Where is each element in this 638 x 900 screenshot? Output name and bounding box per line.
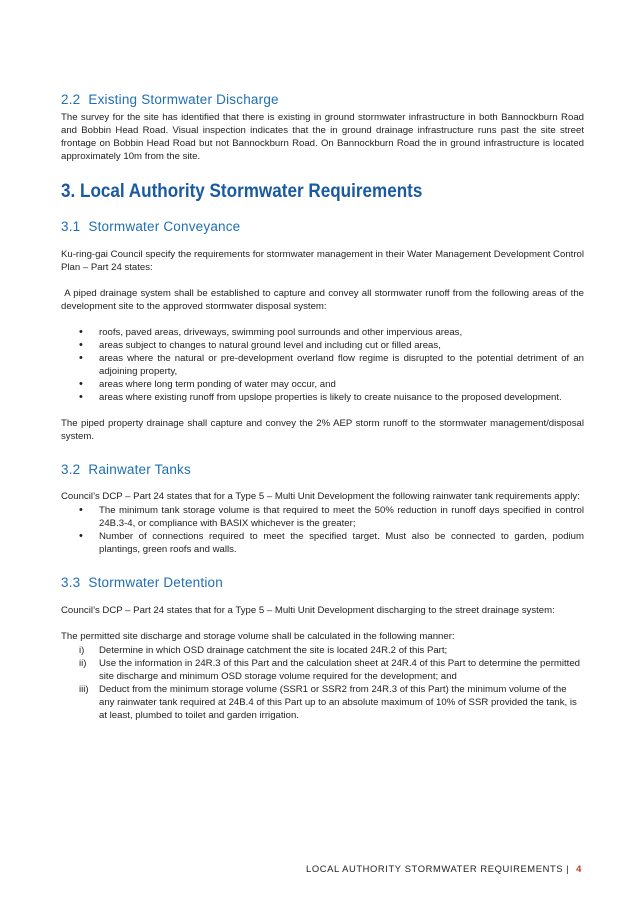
- list-item: [79, 657, 584, 683]
- heading-3-2-number: 3.2: [61, 462, 81, 477]
- heading-2-2: [61, 92, 584, 107]
- list-item: • areas subject to changes to natural ground level and including cut or filled areas,: [99, 339, 584, 352]
- paragraph-3-1-intro: Ku-ring-gai Council specify the requirements for stormwater management in their Water Management Development Control Plan – Part 24 states:: [61, 249, 584, 273]
- paragraph-3-1-piped: A piped drainage system shall be established to capture and convey all stormwater runoff from the following areas of the development site to the approved stormwater disposal system:: [61, 288, 587, 312]
- page-footer: [306, 863, 582, 874]
- list-item: • The minimum tank storage volume is that required to meet the 50% reduction in runoff days specified in control 24B.3-4, or compliance with BASIX whichever is the greater;: [99, 504, 584, 530]
- list-item: • areas where the natural or pre-development overland flow regime is disrupted to the potential detriment of an adjoining property,: [99, 352, 584, 378]
- paragraph-2-2: The survey for the site has identified that there is existing in ground stormwater infrastructure in both Bannockburn Road and Bobbin Head Road. Visual inspection indicates that the in ground drainage infrastructure runs past the site street frontage on Bobbin Head Road but not Bannockburn Road. On Bannockburn Road the in ground infrastructure is located approximately 10m from the site.: [61, 112, 584, 162]
- numbered-list-3-3: [61, 644, 584, 722]
- footer-separator: |: [566, 863, 570, 874]
- bullet-list-3-1: [61, 326, 584, 404]
- list-item: • areas where long term ponding of water may occur, and: [99, 378, 584, 391]
- list-numeral: iii): [79, 684, 89, 695]
- list-item: [79, 683, 584, 722]
- paragraph-3-1-capture: The piped property drainage shall capture and convey the 2% AEP storm runoff to the stormwater management/disposal system.: [61, 418, 584, 442]
- paragraph-3-3-calc: The permitted site discharge and storage volume shall be calculated in the following manner:: [61, 631, 455, 642]
- heading-3-3-title: Stormwater Detention: [88, 575, 223, 590]
- list-item: • areas where existing runoff from upslope properties is likely to create nuisance to the proposed development.: [99, 391, 584, 404]
- footer-running-title: LOCAL AUTHORITY STORMWATER REQUIREMENTS: [306, 863, 564, 874]
- heading-3-1-title: Stormwater Conveyance: [88, 219, 241, 234]
- heading-3-2-title: Rainwater Tanks: [88, 462, 191, 477]
- list-numeral: ii): [79, 658, 87, 669]
- list-item: • Number of connections required to meet the specified target. Must also be connected to garden, podium plantings, green roofs and walls.: [99, 530, 584, 556]
- paragraph-3-3-intro: Council’s DCP – Part 24 states that for a Type 5 – Multi Unit Development discharging to the street drainage system:: [61, 605, 555, 616]
- heading-3-3-number: 3.3: [61, 575, 81, 590]
- paragraph-3-2: Council’s DCP – Part 24 states that for a Type 5 – Multi Unit Development the following rainwater tank requirements apply:: [61, 491, 580, 502]
- heading-3-3: [61, 575, 584, 590]
- chapter-3-heading: 3. Local Authority Stormwater Requirements: [61, 181, 423, 202]
- bullet-list-3-2: [61, 504, 584, 556]
- heading-3-2: [61, 462, 584, 477]
- heading-2-2-number: 2.2: [61, 92, 81, 107]
- heading-2-2-title: Existing Stormwater Discharge: [88, 92, 279, 107]
- list-item: • roofs, paved areas, driveways, swimming pool surrounds and other impervious areas,: [99, 326, 584, 339]
- heading-3-1-number: 3.1: [61, 219, 81, 234]
- list-item: [79, 644, 584, 657]
- page-number: 4: [576, 863, 582, 874]
- list-item-text: Determine in which OSD drainage catchment the site is located 24R.2 of this Part;: [99, 645, 448, 656]
- page-content: [61, 92, 587, 722]
- heading-3-1: [61, 219, 584, 234]
- list-item-text: Deduct from the minimum storage volume (SSR1 or SSR2 from 24R.3 of this Part) the minimum volume of the any rainwater tank required at 24B.4 of this Part up to an absolute maximum of 10% of SSR provided the tank, is at least, plumbed to toilet and garden irrigation.: [99, 684, 577, 721]
- list-numeral: i): [79, 645, 85, 656]
- list-item-text: Use the information in 24R.3 of this Part and the calculation sheet at 24R.4 of this Part to determine the permitted site discharge and minimum OSD storage volume required for the development; and: [99, 658, 581, 682]
